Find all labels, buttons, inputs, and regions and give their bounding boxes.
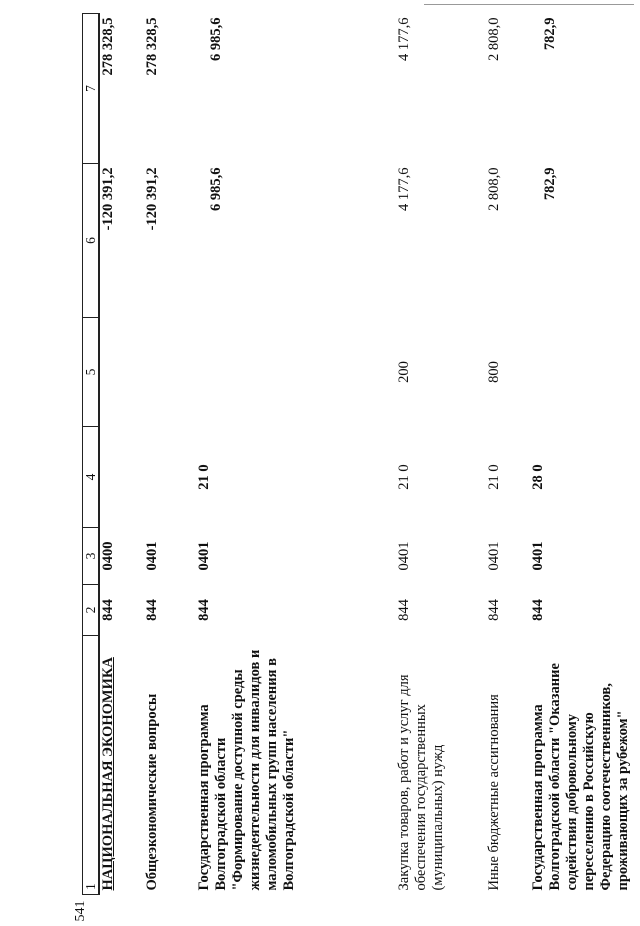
budget-table <box>82 13 632 895</box>
row-c3: 0401 <box>530 541 546 571</box>
row-c5: 200 <box>396 361 412 383</box>
row-name: НАЦИОНАЛЬНАЯ ЭКОНОМИКА <box>100 657 116 891</box>
row-c7: 278 328,5 <box>100 17 116 76</box>
row-c3: 0401 <box>396 541 412 571</box>
row-c4: 28 0 <box>530 464 546 490</box>
header-col-4: 4 <box>83 427 100 528</box>
header-col-5: 5 <box>83 318 100 427</box>
table-row <box>99 14 122 895</box>
row-c7: 278 328,5 <box>144 17 160 76</box>
row-name: Государственная программа Волгоградской области "Оказание содействия добровольному переселению в Российскую Федерацию соотечественников, проживающих за рубежом" <box>530 663 631 891</box>
header-col-1: 1 <box>83 636 100 895</box>
table-header-row <box>83 14 100 895</box>
header-col-3: 3 <box>83 528 100 585</box>
row-c2: 844 <box>196 599 212 621</box>
row-c3: 0401 <box>144 541 160 571</box>
row-c3: 0401 <box>486 541 502 571</box>
row-c7: 4 177,6 <box>396 17 412 61</box>
row-c5 <box>182 318 384 427</box>
row-c3: 0400 <box>100 541 116 571</box>
row-c4: 21 0 <box>486 464 502 490</box>
row-c2: 844 <box>486 599 502 621</box>
row-name: Государственная программа Волгоградской области "Формирование доступной среды жизнедеятельности для инвалидов и маломобильных групп населения в Волгоградской области" <box>196 649 297 891</box>
table-row <box>122 14 182 895</box>
page-number: 541 <box>73 900 88 922</box>
row-c2: 844 <box>396 599 412 621</box>
row-c2: 844 <box>144 599 160 621</box>
row-c4 <box>122 427 182 528</box>
row-c7: 6 985,6 <box>208 17 224 61</box>
table-row <box>476 14 520 895</box>
table-row <box>384 14 476 895</box>
row-name: Иные бюджетные ассигнования <box>486 694 502 891</box>
header-col-2: 2 <box>83 585 100 636</box>
table-row <box>182 14 384 895</box>
row-c6: 2 808,0 <box>486 167 502 211</box>
row-c5 <box>122 318 182 427</box>
row-c6: -120 391,2 <box>144 167 160 231</box>
row-c4 <box>99 427 122 528</box>
row-c3: 0401 <box>196 541 212 571</box>
row-c5 <box>99 318 122 427</box>
row-c6: 6 985,6 <box>208 167 224 211</box>
row-c2: 844 <box>530 599 546 621</box>
header-col-6: 6 <box>83 164 100 318</box>
row-c5: 800 <box>486 361 502 383</box>
row-c2: 844 <box>100 599 116 621</box>
header-col-7: 7 <box>83 14 100 164</box>
row-c6: -120 391,2 <box>100 167 116 231</box>
row-c7: 782,9 <box>542 17 558 51</box>
row-name: Закупка товаров, работ и услуг для обеспечения государственных (муниципальных) нужд <box>396 674 446 891</box>
row-c4: 21 0 <box>396 464 412 490</box>
row-c6: 4 177,6 <box>396 167 412 211</box>
table-row <box>520 14 632 895</box>
row-name: Общеэкономические вопросы <box>144 693 160 891</box>
row-c7: 2 808,0 <box>486 17 502 61</box>
row-c6: 782,9 <box>542 167 558 201</box>
row-c5 <box>520 318 632 427</box>
row-c4: 21 0 <box>196 464 212 490</box>
